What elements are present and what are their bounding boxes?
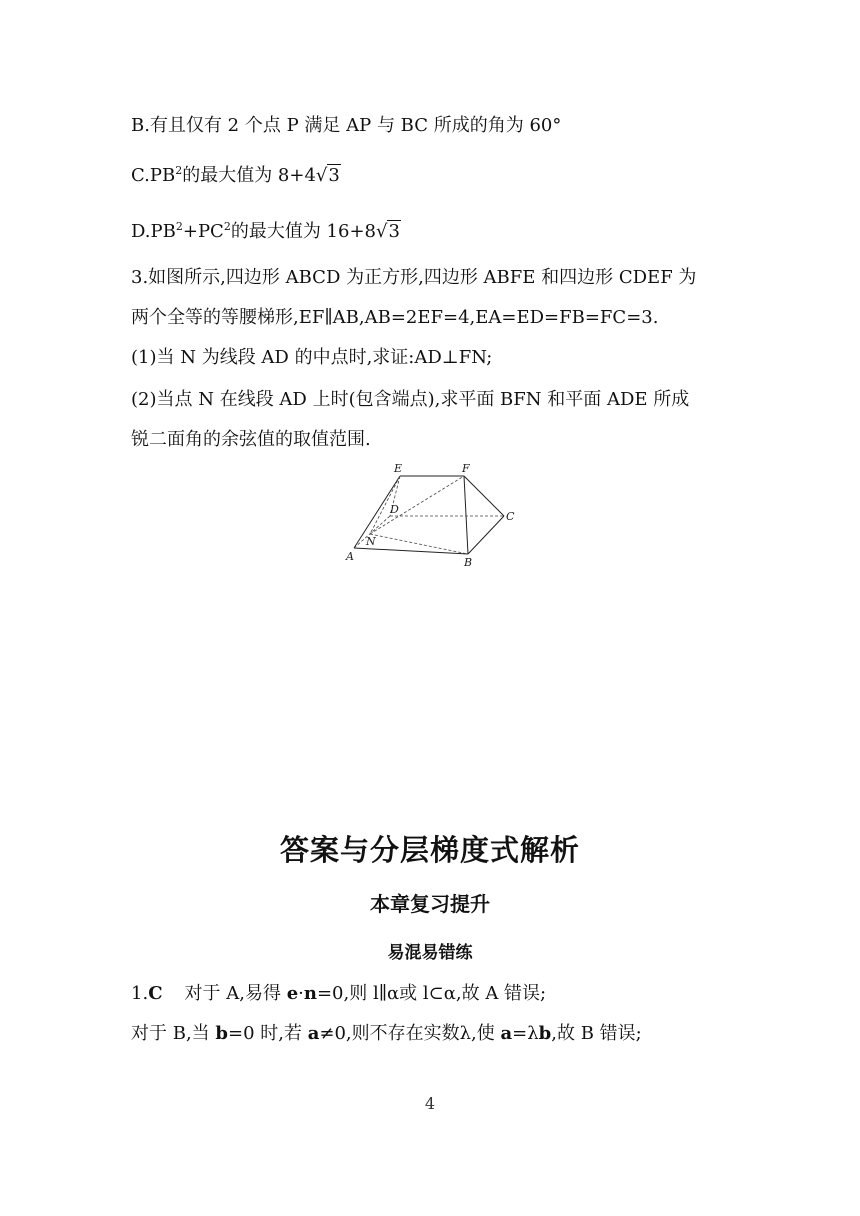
answer-1-choice: C [148,983,163,1004]
option-c-radicand: 3 [328,165,340,186]
answers-section: 易混易错练 [387,943,473,963]
label-d: D [390,503,399,516]
label-n: N [366,535,376,548]
answer-2-text-b: =0 时,若 [228,1023,308,1044]
answer-1-line-1 [131,982,546,1006]
answer-2-text-c: ≠0,则不存在实数λ,使 [319,1023,501,1044]
edge-nf [370,476,464,534]
answer-1-text-b: =0,则 l∥α或 l⊂α,故 A 错误; [316,983,547,1004]
option-d-radicand: 3 [388,221,400,242]
label-a: A [346,550,354,563]
label-f: F [462,462,470,475]
answer-2-text-a: 对于 B,当 [131,1023,216,1044]
vector-a: a [307,1023,320,1044]
answers-subtitle: 本章复习提升 [370,892,490,916]
sqrt-symbol: √3 [315,165,340,186]
option-d-superscript-2: 2 [223,220,231,233]
option-c-prefix: C.PB [131,165,176,186]
dot-operator: · [298,983,304,1004]
edge-ab [354,548,468,554]
option-d-prefix: D.PB [131,221,176,242]
vector-a-2: a [500,1023,513,1044]
option-d-middle-2: 的最大值为 16+8 [230,221,376,242]
option-d-middle: +PC [182,221,224,242]
option-c-superscript: 2 [175,164,183,177]
vector-n: n [303,983,317,1004]
option-c-middle: 的最大值为 8+4 [182,165,316,186]
label-b: B [464,556,473,569]
edge-fc [464,476,504,516]
answer-2-text-d: =λ [512,1023,539,1044]
answer-1-line-2 [131,1022,642,1046]
edge-fb [464,476,468,554]
option-d-superscript-1: 2 [175,220,183,233]
vector-b: b [215,1023,228,1044]
geometry-figure [340,460,520,572]
label-e: E [394,462,403,475]
answer-2-text-e: ,故 B 错误; [551,1023,642,1044]
vector-b-2: b [538,1023,552,1044]
label-c: C [506,510,515,523]
page-number: 4 [424,1094,436,1113]
question-3-line-4: (2)当点 N 在线段 AD 上时(包含端点),求平面 BFN 和平面 ADE 所成 [131,389,690,410]
question-3-line-3: (1)当 N 为线段 AD 的中点时,求证:AD⊥FN; [131,347,493,368]
answer-1-text-a: 对于 A,易得 [184,983,287,1004]
option-b-text: B.有且仅有 2 个点 P 满足 AP 与 BC 所成的角为 60° [131,115,562,136]
edge-cb [468,516,504,554]
answers-title: 答案与分层梯度式解析 [279,833,580,867]
option-c-text [131,164,341,188]
question-3-line-1: 3.如图所示,四边形 ABCD 为正方形,四边形 ABFE 和四边形 CDEF 为 [131,267,697,288]
option-d-text [131,220,401,244]
vector-e: e [286,983,299,1004]
sqrt-symbol: √3 [376,221,400,242]
question-3-line-2: 两个全等的等腰梯形,EF∥AB,AB=2EF=4,EA=ED=FB=FC=3. [131,307,659,328]
question-3-line-5: 锐二面角的余弦值的取值范围. [131,429,371,450]
answer-1-number: 1. [131,983,149,1004]
